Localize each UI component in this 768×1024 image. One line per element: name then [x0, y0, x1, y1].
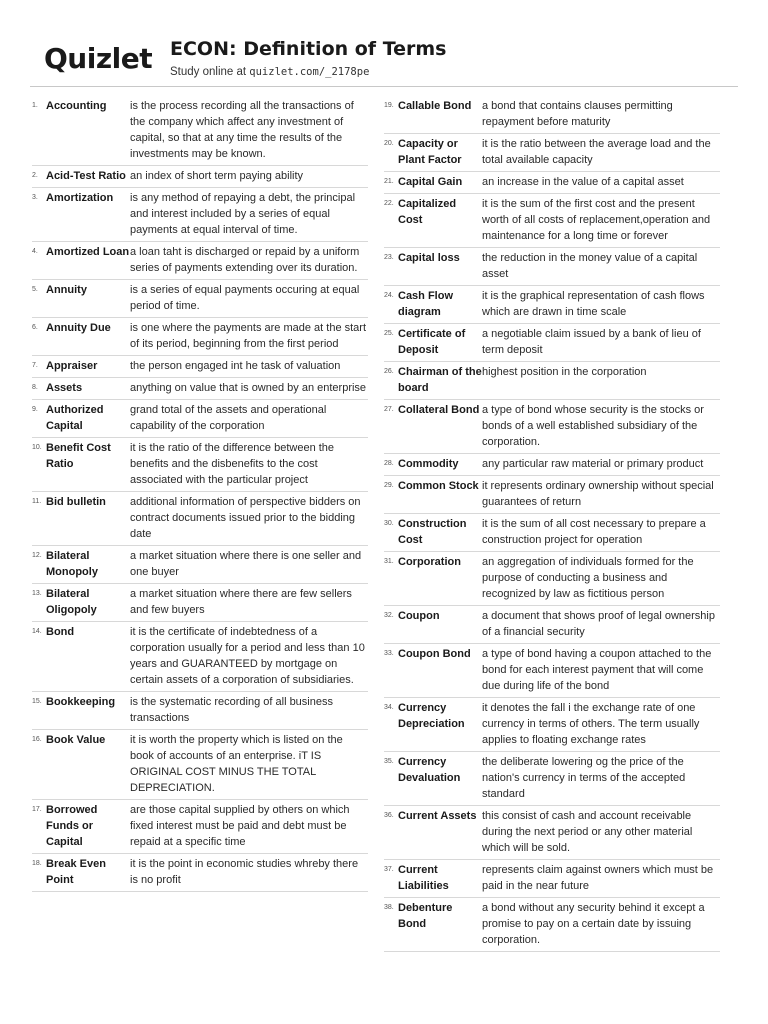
entry-number: 28. [384, 460, 394, 467]
term-definition: a bond without any security behind it except a promise to pay on a certain date by issuing corporation. [482, 902, 705, 946]
term-entry [32, 318, 368, 356]
term-entry [32, 546, 368, 584]
term-entry [384, 400, 720, 454]
term-entry [384, 476, 720, 514]
term-entry [32, 492, 368, 546]
term-label: Current Liabilities [398, 864, 449, 892]
term-definition: it is the ratio between the average load and the total available capacity [482, 138, 711, 166]
term-entry [32, 242, 368, 280]
term-label: Appraiser [46, 360, 98, 372]
term-entry [384, 454, 720, 476]
term-entry [32, 378, 368, 400]
entry-number: 8. [32, 384, 38, 391]
term-label: Currency Devaluation [398, 756, 461, 784]
term-entry [32, 584, 368, 622]
entry-number: 2. [32, 172, 38, 179]
entry-number: 3. [32, 194, 38, 201]
page-subtitle [170, 66, 369, 78]
header-divider [30, 86, 738, 87]
entry-number: 30. [384, 520, 394, 527]
entry-number: 16. [32, 736, 42, 743]
term-definition: is one where the payments are made at the start of its period, beginning from the first period [130, 322, 367, 350]
entry-number: 24. [384, 292, 394, 299]
entry-number: 17. [32, 806, 42, 813]
entry-number: 1. [32, 102, 38, 109]
term-entry [32, 438, 368, 492]
entry-number: 21. [384, 178, 394, 185]
term-entry [384, 134, 720, 172]
entry-number: 38. [384, 904, 394, 911]
entry-number: 19. [384, 102, 394, 109]
term-label: Construction Cost [398, 518, 467, 546]
term-entry [384, 644, 720, 698]
term-definition: it is worth the property which is listed on the book of accounts of an enterprise. iT IS ORIGINAL COST MINUS THE TOTAL DEPRECIATION. [130, 734, 343, 794]
subtitle-prefix: Study online at [170, 66, 250, 78]
entry-number: 18. [32, 860, 42, 867]
term-definition: a bond that contains clauses permitting repayment before maturity [482, 100, 673, 128]
term-definition: the reduction in the money value of a capital asset [482, 252, 698, 280]
term-label: Amortized Loan [46, 246, 130, 258]
term-label: Acid-Test Ratio [46, 170, 126, 182]
term-definition: the deliberate lowering og the price of the nation's currency in terms of the accepted standard [482, 756, 686, 800]
term-entry [384, 362, 720, 400]
term-entry [384, 248, 720, 286]
term-label: Authorized Capital [46, 404, 104, 432]
term-definition: additional information of perspective bidders on contract documents issued prior to the bidding date [130, 496, 361, 540]
entry-number: 20. [384, 140, 394, 147]
entry-number: 26. [384, 368, 394, 375]
terms-column-right [384, 96, 720, 952]
entry-number: 14. [32, 628, 42, 635]
term-definition: any particular raw material or primary product [482, 458, 704, 470]
term-definition: are those capital supplied by others on which fixed interest must be paid and debt must be repaid at a specific time [130, 804, 350, 848]
term-entry [384, 698, 720, 752]
quizlet-logo[interactable]: Quizlet [44, 42, 153, 75]
term-label: Book Value [46, 734, 106, 746]
term-definition: an index of short term paying ability [130, 170, 304, 182]
term-label: Capital loss [398, 252, 460, 264]
term-label: Cash Flow diagram [398, 290, 454, 318]
term-label: Bookkeeping [46, 696, 116, 708]
entry-number: 32. [384, 612, 394, 619]
entry-number: 9. [32, 406, 38, 413]
term-label: Certificate of Deposit [398, 328, 466, 356]
entry-number: 36. [384, 812, 394, 819]
term-entry [32, 692, 368, 730]
term-definition: it is the point in economic studies whreby there is no profit [130, 858, 359, 886]
entry-number: 10. [32, 444, 42, 451]
term-definition: is the process recording all the transactions of the company which affect any investment of capital, so that at any time the results of the investments may be known. [130, 100, 354, 160]
term-label: Capacity or Plant Factor [398, 138, 462, 166]
term-entry [384, 324, 720, 362]
term-definition: it is the sum of all cost necessary to prepare a construction project for operation [482, 518, 706, 546]
term-label: Annuity [46, 284, 87, 296]
term-definition: an increase in the value of a capital asset [482, 176, 684, 188]
term-label: Coupon Bond [398, 648, 471, 660]
term-entry [32, 400, 368, 438]
term-entry [384, 752, 720, 806]
study-link[interactable]: quizlet.com/_2178pe [249, 66, 370, 78]
term-definition: a negotiable claim issued by a bank of lieu of term deposit [482, 328, 701, 356]
term-entry [32, 96, 368, 166]
entry-number: 11. [32, 498, 42, 505]
term-label: Bond [46, 626, 75, 638]
term-label: Break Even Point [46, 858, 106, 886]
term-entry [384, 806, 720, 860]
term-definition: is any method of repaying a debt, the principal and interest included by a series of equal payments at equal interval of time. [130, 192, 356, 236]
entry-number: 7. [32, 362, 38, 369]
entry-number: 13. [32, 590, 42, 597]
term-label: Common Stock [398, 480, 479, 492]
term-definition: it is the graphical representation of cash flows which are drawn in time scale [482, 290, 705, 318]
term-entry [384, 606, 720, 644]
term-label: Corporation [398, 556, 461, 568]
term-label: Chairman of the board [398, 366, 482, 394]
term-label: Amortization [46, 192, 114, 204]
term-label: Bid bulletin [46, 496, 106, 508]
term-definition: a type of bond whose security is the stocks or bonds of a well established subsidiary of the corporation. [482, 404, 704, 448]
page-title: ECON: Definition of Terms [170, 38, 447, 60]
term-definition: represents claim against owners which must be paid in the near future [482, 864, 714, 892]
term-label: Collateral Bond [398, 404, 480, 416]
term-entry [32, 730, 368, 800]
term-definition: it is the sum of the first cost and the present worth of all costs of replacement,operation and maintenance for a long time or forever [482, 198, 711, 242]
term-definition: grand total of the assets and operational capability of the corporation [130, 404, 327, 432]
term-definition: a document that shows proof of legal ownership of a financial security [482, 610, 715, 638]
term-label: Borrowed Funds or Capital [46, 804, 98, 848]
term-definition: is the systematic recording of all business transactions [130, 696, 333, 724]
term-label: Coupon [398, 610, 440, 622]
term-definition: it is the certificate of indebtedness of a corporation usually for a period and less than 10 years and GUARANTEED by mortgage on certain assets of a corporation of subsidiaries. [130, 626, 365, 686]
term-label: Capitalized Cost [398, 198, 457, 226]
entry-number: 37. [384, 866, 394, 873]
term-entry [32, 188, 368, 242]
term-entry [32, 622, 368, 692]
term-definition: a market situation where there are few sellers and few buyers [130, 588, 352, 616]
entry-number: 4. [32, 248, 38, 255]
term-definition: anything on value that is owned by an enterprise [130, 382, 367, 394]
entry-number: 27. [384, 406, 394, 413]
term-label: Commodity [398, 458, 459, 470]
term-entry [32, 800, 368, 854]
entry-number: 33. [384, 650, 394, 657]
term-definition: the person engaged int he task of valuation [130, 360, 341, 372]
term-entry [384, 194, 720, 248]
term-definition: this consist of cash and account receivable during the next period or any other material which will be sold. [482, 810, 693, 854]
term-label: Annuity Due [46, 322, 111, 334]
term-entry [384, 552, 720, 606]
entry-number: 35. [384, 758, 394, 765]
term-label: Bilateral Oligopoly [46, 588, 97, 616]
entry-number: 6. [32, 324, 38, 331]
term-entry [384, 96, 720, 134]
term-label: Current Assets [398, 810, 477, 822]
term-entry [32, 280, 368, 318]
term-label: Assets [46, 382, 83, 394]
terms-column-left [32, 96, 368, 892]
entry-number: 31. [384, 558, 394, 565]
entry-number: 12. [32, 552, 42, 559]
entry-number: 5. [32, 286, 38, 293]
entry-number: 34. [384, 704, 394, 711]
term-definition: it is the ratio of the difference between the benefits and the disbenefits to the cost associated with the particular project [130, 442, 335, 486]
term-definition: a market situation where there is one seller and one buyer [130, 550, 362, 578]
entry-number: 15. [32, 698, 42, 705]
term-entry [32, 854, 368, 892]
term-entry [384, 898, 720, 952]
term-label: Bilateral Monopoly [46, 550, 98, 578]
entry-number: 25. [384, 330, 394, 337]
term-entry [384, 286, 720, 324]
term-definition: it represents ordinary ownership without special guarantees of return [482, 480, 714, 508]
term-label: Currency Depreciation [398, 702, 465, 730]
term-entry [32, 356, 368, 378]
term-label: Capital Gain [398, 176, 463, 188]
term-definition: an aggregation of individuals formed for the purpose of conducting a business and recognized by law as fictitious person [482, 556, 694, 600]
entry-number: 29. [384, 482, 394, 489]
term-label: Callable Bond [398, 100, 472, 112]
term-definition: is a series of equal payments occuring at equal period of time. [130, 284, 360, 312]
term-label: Debenture Bond [398, 902, 453, 930]
term-entry [32, 166, 368, 188]
term-definition: it denotes the fall i the exchange rate of one currency in terms of others. The term usually applies to floating exchange rates [482, 702, 700, 746]
term-definition: highest position in the corporation [482, 366, 647, 378]
term-entry [384, 172, 720, 194]
entry-number: 22. [384, 200, 394, 207]
term-entry [384, 514, 720, 552]
term-entry [384, 860, 720, 898]
page-header [0, 0, 768, 86]
term-label: Accounting [46, 100, 107, 112]
term-definition: a type of bond having a coupon attached to the bond for each interest payment that will come due during life of the bond [482, 648, 712, 692]
term-label: Benefit Cost Ratio [46, 442, 111, 470]
entry-number: 23. [384, 254, 394, 261]
term-definition: a loan taht is discharged or repaid by a uniform series of payments extending over its duration. [130, 246, 360, 274]
